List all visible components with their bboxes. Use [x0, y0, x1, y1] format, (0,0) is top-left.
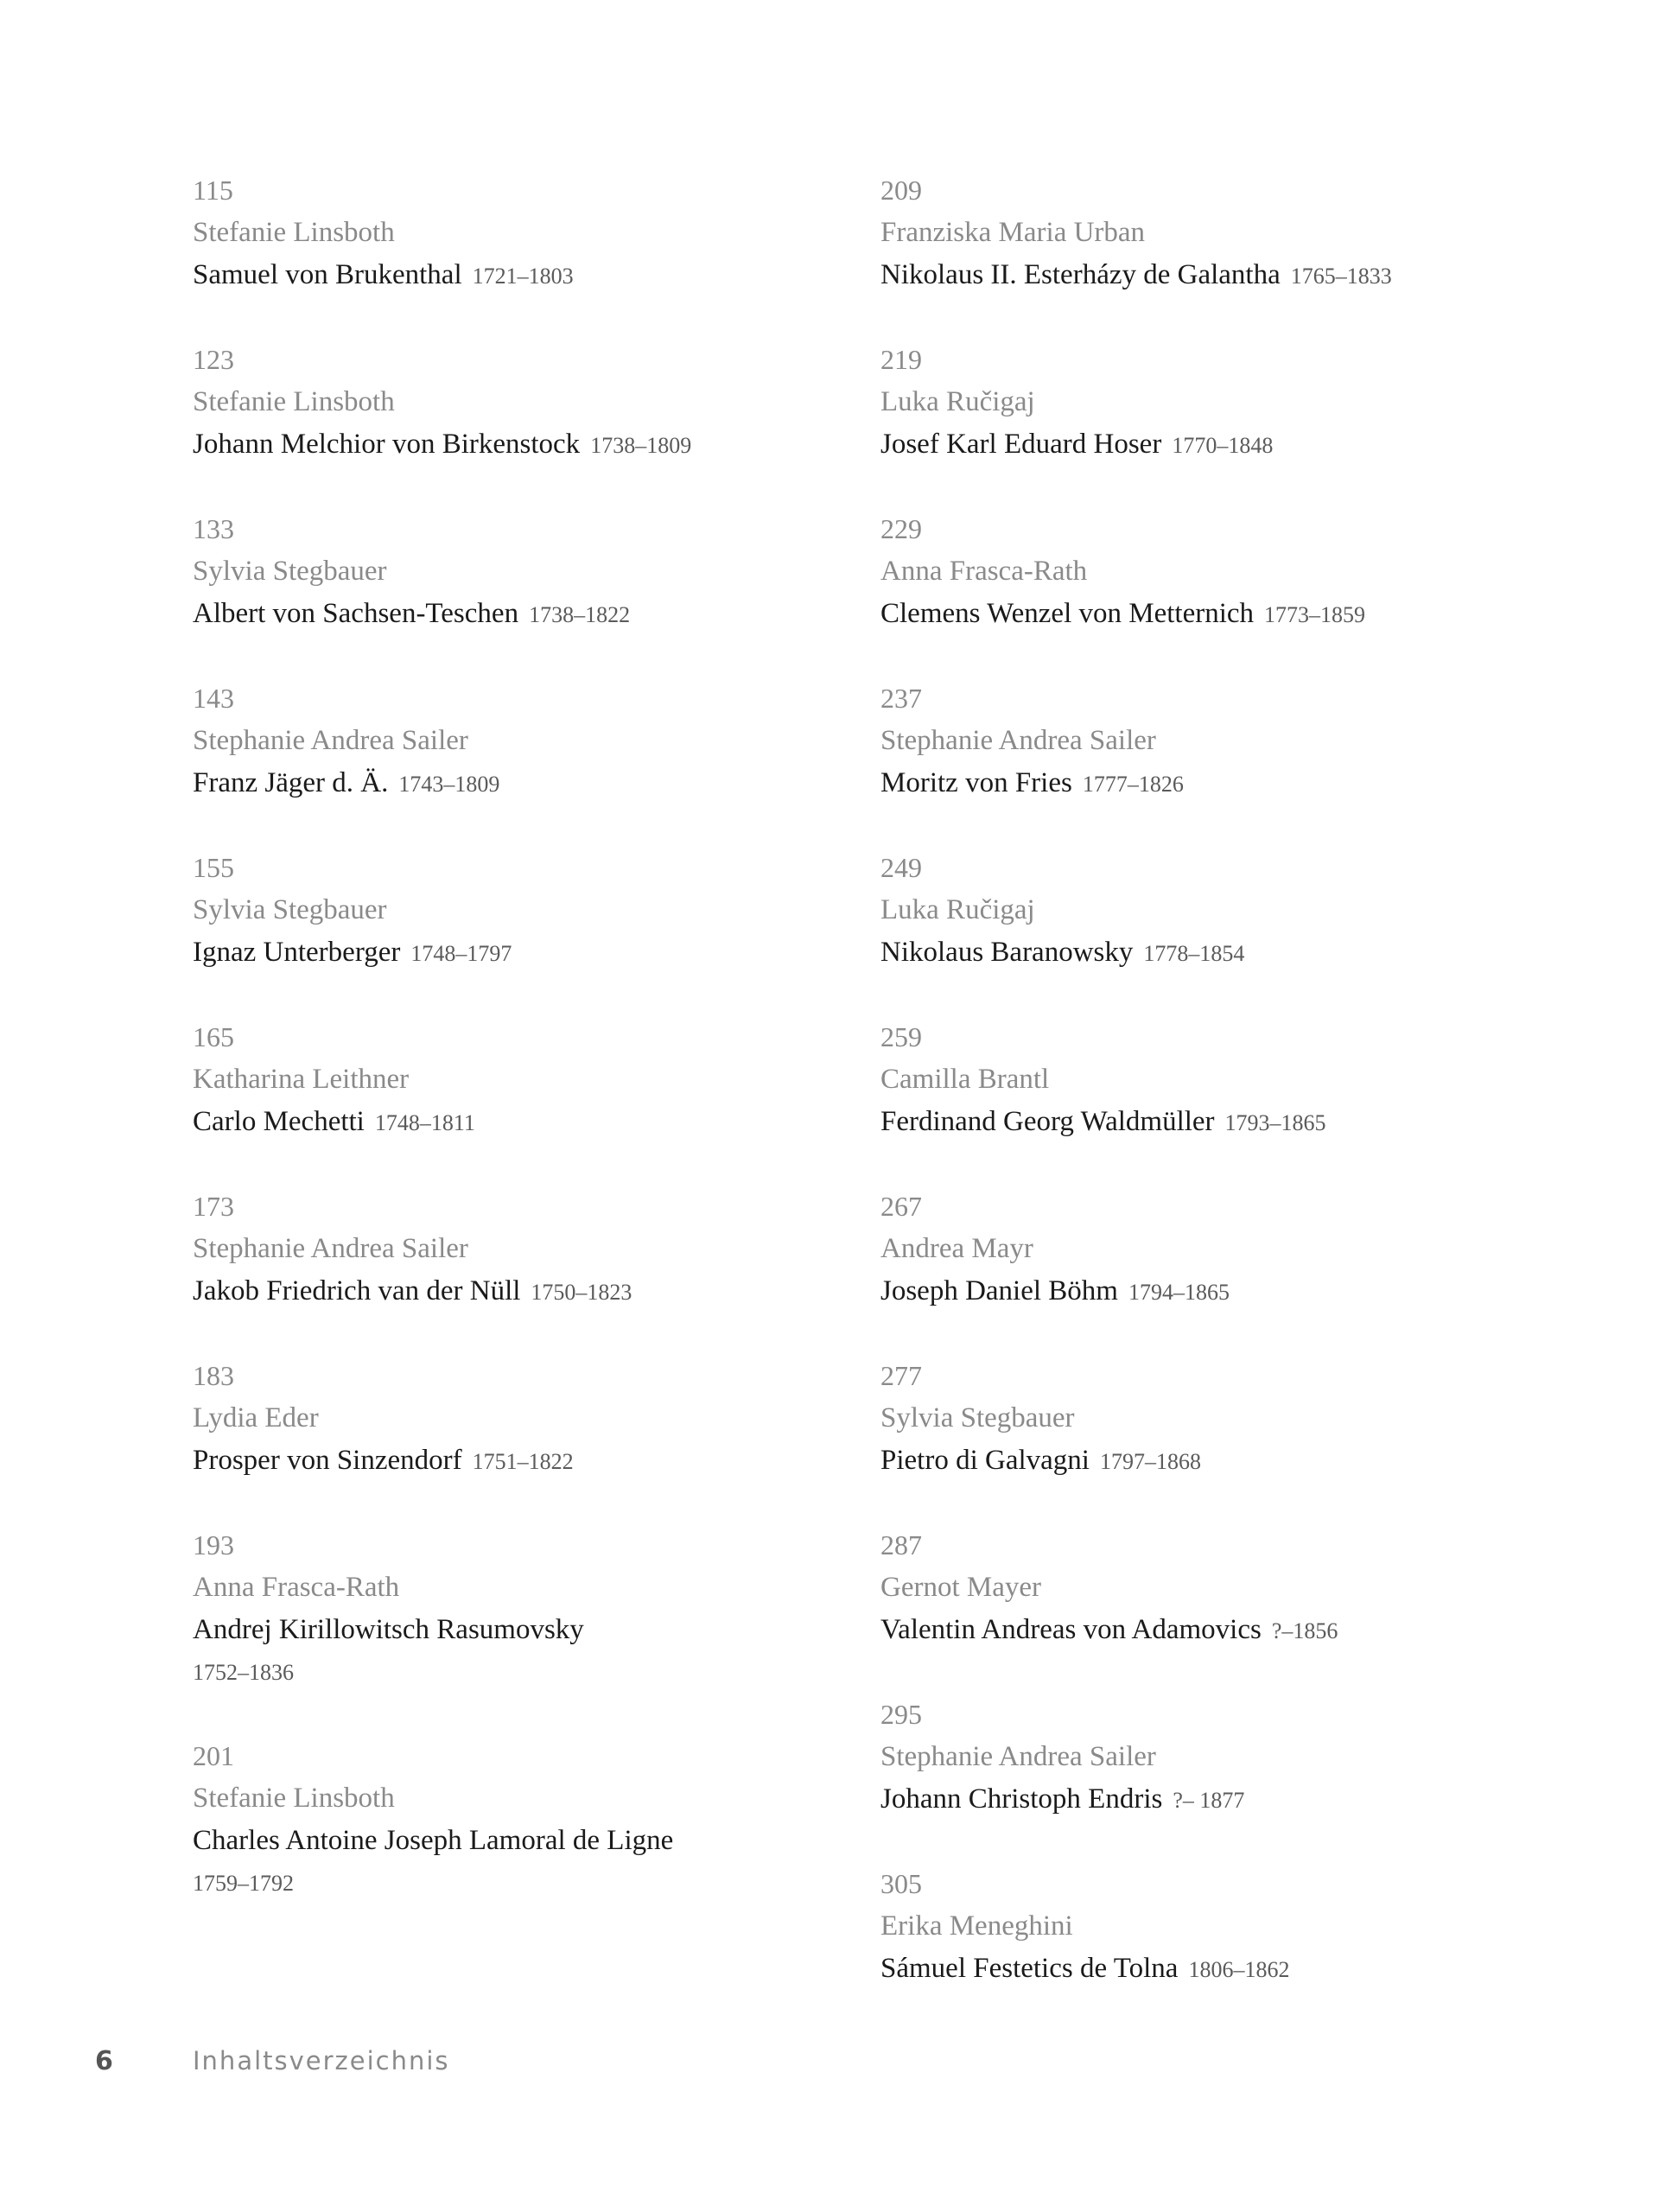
toc-entry: [193, 169, 849, 297]
entry-page-number: 229: [880, 513, 922, 544]
entry-author: Anna Frasca-Rath: [193, 1572, 400, 1603]
entry-page-number: 183: [193, 1360, 234, 1391]
entry-years: 1748–1797: [410, 941, 512, 966]
entry-subject-name: Moritz von Fries: [880, 767, 1072, 798]
footer-page-number: 6: [95, 2046, 113, 2076]
entry-subject: [880, 254, 1537, 297]
toc-entry: [193, 339, 849, 467]
entry-page-number: 173: [193, 1191, 234, 1222]
entry-author: Andrea Mayr: [880, 1233, 1033, 1264]
entry-subject-name: Pietro di Galvagni: [880, 1445, 1090, 1476]
entry-years: 1794–1865: [1128, 1280, 1230, 1305]
entry-subject-name: Joseph Daniel Böhm: [880, 1275, 1118, 1306]
toc-entry: [880, 169, 1537, 297]
entry-author: Lydia Eder: [193, 1402, 319, 1433]
entry-author: Gernot Mayer: [880, 1572, 1042, 1603]
entry-page-number: 123: [193, 344, 234, 375]
toc-entry: [193, 1735, 849, 1904]
entry-subject: [193, 1820, 849, 1862]
entry-years: 1797–1868: [1099, 1449, 1201, 1474]
toc-entry: [193, 847, 849, 975]
entry-years: 1765–1833: [1290, 264, 1392, 289]
entry-page-number: 305: [880, 1868, 922, 1899]
entry-page-number: 155: [193, 852, 234, 883]
entry-subject: [880, 1778, 1537, 1821]
entry-subject: [880, 1101, 1537, 1144]
entry-subject-name: Carlo Mechetti: [193, 1106, 365, 1137]
entry-years: 1721–1803: [472, 264, 574, 289]
entry-page-number: 237: [880, 683, 922, 714]
entry-page-number: 219: [880, 344, 922, 375]
entry-subject: [193, 1270, 849, 1313]
entry-subject: [193, 762, 849, 805]
toc-entry: [193, 1185, 849, 1313]
toc-entry: [880, 1694, 1537, 1821]
entry-subject-name: Clemens Wenzel von Metternich: [880, 598, 1255, 629]
entry-subject: [193, 931, 849, 975]
entry-page-number: 143: [193, 683, 234, 714]
entry-subject-name: Josef Karl Eduard Hoser: [880, 429, 1162, 460]
toc-entry: [880, 508, 1537, 636]
entry-subject: [880, 423, 1537, 467]
entry-author: Erika Meneghini: [880, 1910, 1073, 1942]
entry-subject: [193, 1609, 849, 1651]
entry-subject-name: Johann Melchior von Birkenstock: [193, 429, 581, 460]
entry-author: Stephanie Andrea Sailer: [193, 1233, 468, 1264]
entry-years: 1778–1854: [1143, 941, 1245, 966]
toc-entry: [193, 508, 849, 636]
entry-author: Sylvia Stegbauer: [193, 556, 387, 587]
toc-entry: [193, 1524, 849, 1694]
entry-author: Stefanie Linsboth: [193, 217, 395, 248]
entry-author: Stephanie Andrea Sailer: [880, 725, 1156, 756]
entry-author: Stefanie Linsboth: [193, 1783, 395, 1814]
entry-page-number: 165: [193, 1021, 234, 1052]
entry-subject-name: Ferdinand Georg Waldmüller: [880, 1106, 1215, 1137]
entry-author: Katharina Leithner: [193, 1064, 410, 1095]
entry-years: 1738–1822: [529, 602, 631, 627]
entry-subject: [193, 1101, 849, 1144]
entry-subject-name: Johann Christoph Endris: [880, 1783, 1163, 1815]
entry-subject-name: Franz Jäger d. Ä.: [193, 767, 389, 798]
entry-author: Stefanie Linsboth: [193, 386, 395, 417]
toc-right-column: [880, 169, 1537, 2032]
entry-years: 1777–1826: [1082, 772, 1184, 797]
entry-subject-name: Sámuel Festetics de Tolna: [880, 1953, 1179, 1984]
entry-author: Stephanie Andrea Sailer: [193, 725, 468, 756]
entry-subject: [880, 593, 1537, 636]
entry-years: 1751–1822: [472, 1449, 574, 1474]
entry-subject-name: Nikolaus Baranowsky: [880, 937, 1134, 968]
toc-entry: [880, 677, 1537, 805]
toc-entry: [880, 1185, 1537, 1313]
entry-years: 1793–1865: [1224, 1110, 1326, 1135]
entry-subject: [193, 423, 849, 467]
entry-years: 1752–1836: [193, 1660, 294, 1685]
entry-page-number: 259: [880, 1021, 922, 1052]
toc-entry: [880, 1863, 1537, 1991]
entry-subject: [193, 1440, 849, 1483]
entry-page-number: 209: [880, 175, 922, 206]
entry-subject: [193, 254, 849, 297]
entry-years: 1738–1809: [590, 433, 692, 458]
entry-years: 1806–1862: [1188, 1957, 1290, 1982]
entry-subject: [193, 593, 849, 636]
entry-subject-name: Valentin Andreas von Adamovics: [880, 1614, 1262, 1645]
entry-subject: [880, 1440, 1537, 1483]
toc-entry: [193, 1016, 849, 1144]
entry-subject: [880, 931, 1537, 975]
toc-entry: [880, 1355, 1537, 1483]
toc-entry: [193, 677, 849, 805]
entry-page-number: 267: [880, 1191, 922, 1222]
toc-entry: [880, 847, 1537, 975]
toc-entry: [880, 1524, 1537, 1652]
entry-subject-name: Samuel von Brukenthal: [193, 259, 462, 290]
entry-author: Anna Frasca-Rath: [880, 556, 1088, 587]
entry-subject-name: Charles Antoine Joseph Lamoral de Ligne: [193, 1825, 674, 1856]
entry-page-number: 193: [193, 1529, 234, 1560]
footer-section-title: Inhaltsverzeichnis: [193, 2046, 450, 2075]
entry-years: 1773–1859: [1264, 602, 1366, 627]
entry-page-number: 133: [193, 513, 234, 544]
entry-subject-name: Prosper von Sinzendorf: [193, 1445, 462, 1476]
toc-entry: [880, 1016, 1537, 1144]
entry-subject-name: Nikolaus II. Esterházy de Galantha: [880, 259, 1281, 290]
entry-author: Luka Ručigaj: [880, 894, 1035, 925]
entry-subject: [880, 1948, 1537, 1991]
entry-subject: [880, 1270, 1537, 1313]
entry-years: ?–1856: [1271, 1618, 1338, 1643]
entry-subject-name: Andrej Kirillowitsch Rasumovsky: [193, 1614, 584, 1645]
entry-author: Franziska Maria Urban: [880, 217, 1146, 248]
entry-subject-name: Ignaz Unterberger: [193, 937, 401, 968]
entry-page-number: 115: [193, 175, 233, 206]
entry-subject-name: Jakob Friedrich van der Nüll: [193, 1275, 521, 1306]
entry-page-number: 249: [880, 852, 922, 883]
entry-subject: [880, 762, 1537, 805]
entry-author: Stephanie Andrea Sailer: [880, 1741, 1156, 1772]
entry-page-number: 277: [880, 1360, 922, 1391]
entry-page-number: 287: [880, 1529, 922, 1560]
entry-years: 1748–1811: [374, 1110, 475, 1135]
toc-left-column: [193, 169, 849, 1946]
entry-page-number: 201: [193, 1740, 234, 1771]
entry-author: Sylvia Stegbauer: [193, 894, 387, 925]
entry-subject-name: Albert von Sachsen-Teschen: [193, 598, 519, 629]
toc-entry: [193, 1355, 849, 1483]
entry-author: Camilla Brantl: [880, 1064, 1050, 1095]
entry-years: 1759–1792: [193, 1871, 294, 1896]
entry-years: 1770–1848: [1172, 433, 1274, 458]
entry-subject: [880, 1609, 1537, 1652]
entry-years: 1750–1823: [531, 1280, 632, 1305]
entry-author: Luka Ručigaj: [880, 386, 1035, 417]
entry-years: ?– 1877: [1173, 1788, 1245, 1813]
toc-entry: [880, 339, 1537, 467]
entry-page-number: 295: [880, 1699, 922, 1730]
entry-author: Sylvia Stegbauer: [880, 1402, 1075, 1433]
entry-years: 1743–1809: [398, 772, 500, 797]
